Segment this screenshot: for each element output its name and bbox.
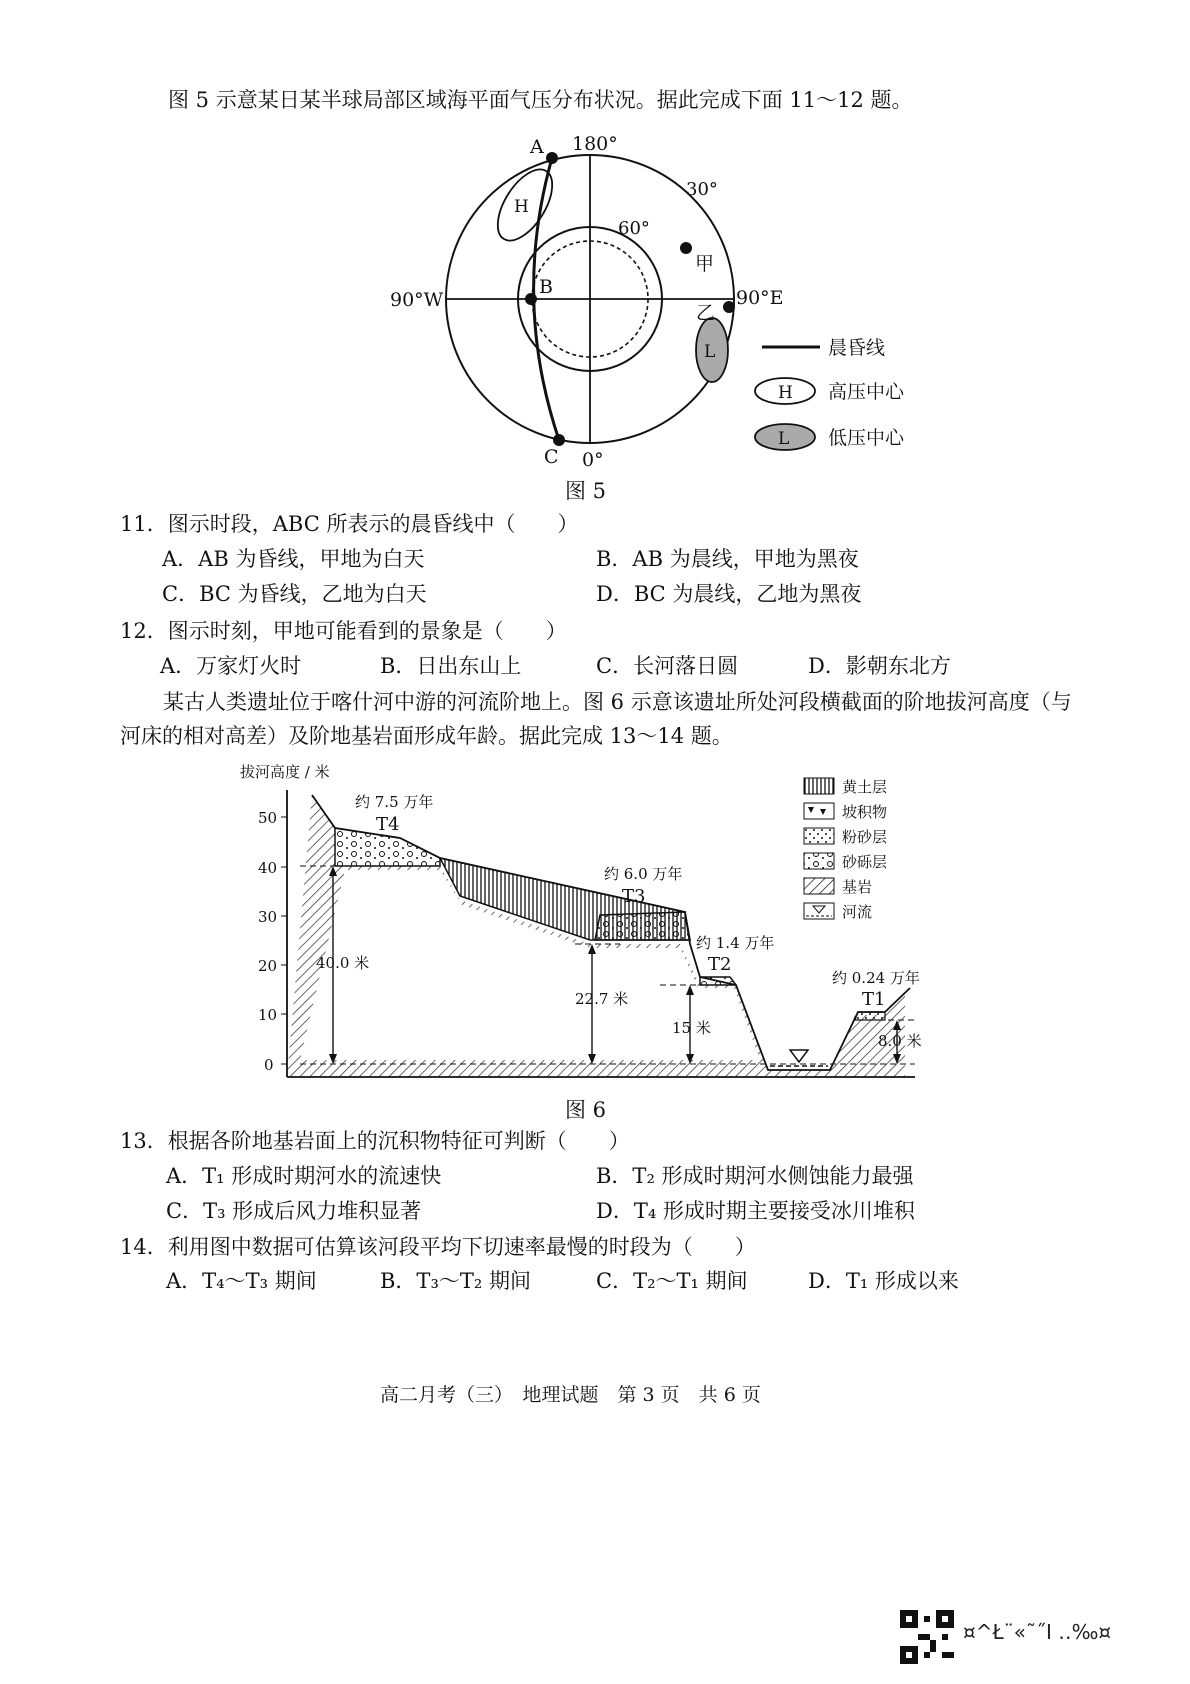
q13-option-c[interactable]: C．T₃ 形成后风力堆积显著 (166, 1199, 422, 1223)
intro-text-fig6-line1: 某古人类遗址位于喀什河中游的河流阶地上。图 6 示意该遗址所处河段横截面的阶地拔河高度（与 (163, 690, 1072, 714)
point-A (546, 152, 558, 164)
w90-label: 90°W (390, 289, 444, 311)
height-22-7: 22.7 米 (575, 990, 629, 1008)
height-15: 15 米 (672, 1019, 711, 1037)
figure-6-caption: 图 6 (565, 1098, 607, 1122)
deg30-label: 30° (686, 179, 718, 200)
figure-5-caption: 图 5 (565, 479, 607, 503)
q14-stem: 14．利用图中数据可估算该河段平均下切速率最慢的时段为（ ） (120, 1235, 756, 1259)
deg0-label: 0° (582, 449, 604, 471)
yi-label: 乙 (696, 302, 716, 324)
q14-option-d[interactable]: D．T₁ 形成以来 (808, 1269, 959, 1293)
L-label: L (704, 342, 716, 362)
C-label: C (544, 446, 559, 468)
q13-stem: 13．根据各阶地基岩面上的沉积物特征可判断（ ） (120, 1129, 630, 1153)
q14-option-a[interactable]: A．T₄～T₃ 期间 (166, 1269, 317, 1293)
point-C (553, 434, 565, 446)
svg-text:坡积物: 坡积物 (842, 803, 888, 821)
ytick-20: 20 (258, 957, 278, 975)
legend-high: 高压中心 (828, 381, 905, 403)
terrace-t2: T2 (708, 954, 732, 975)
q14-option-b[interactable]: B．T₃～T₂ 期间 (380, 1269, 531, 1293)
point-B (525, 293, 537, 305)
legend-high-symbol: H (778, 383, 793, 403)
y-axis-title: 拔河高度 / 米 (240, 763, 330, 781)
q12-option-d[interactable]: D．影朝东北方 (808, 654, 951, 678)
q11-stem: 11．图示时段，ABC 所表示的晨昏线中（ ） (120, 512, 579, 536)
q12-stem: 12．图示时刻，甲地可能看到的景象是（ ） (120, 619, 567, 643)
t3-deposit (595, 912, 690, 940)
point-jia (680, 242, 692, 254)
terrace-t4: T4 (376, 814, 400, 835)
e90-label: 90°E (736, 287, 784, 309)
page-footer: 高二月考（三） 地理试题 第 3 页 共 6 页 (380, 1384, 761, 1406)
height-8: 8.0 米 (878, 1032, 922, 1050)
ytick-30: 30 (258, 908, 278, 926)
B-label: B (539, 276, 553, 298)
ytick-50: 50 (258, 809, 278, 827)
q13-option-a[interactable]: A．T₁ 形成时期河水的流速快 (166, 1164, 442, 1188)
figure-6-diagram (230, 760, 930, 1090)
svg-text:基岩: 基岩 (842, 878, 873, 896)
q13-option-b[interactable]: B．T₂ 形成时期河水侧蚀能力最强 (596, 1164, 914, 1188)
deg60-label: 60° (618, 218, 650, 239)
H-label: H (514, 197, 529, 217)
legend-low: 低压中心 (828, 427, 905, 449)
height-40: 40.0 米 (316, 954, 370, 972)
q11-option-c[interactable]: C．BC 为昏线，乙地为白天 (162, 582, 427, 606)
q12-option-a[interactable]: A．万家灯火时 (160, 654, 302, 678)
legend-terminator: 晨昏线 (828, 337, 886, 359)
t1-deposit (855, 1012, 885, 1020)
age-t1: 约 0.24 万年 (832, 969, 920, 987)
qr-code-icon (900, 1610, 954, 1664)
ytick-40: 40 (258, 859, 278, 877)
intro-text-fig5: 图 5 示意某日某半球局部区域海平面气压分布状况。据此完成下面 11～12 题。 (168, 88, 913, 112)
terrace-t3: T3 (622, 886, 646, 907)
ytick-10: 10 (258, 1006, 278, 1024)
intro-text-fig6-line2: 河床的相对高差）及阶地基岩面形成年龄。据此完成 13～14 题。 (120, 724, 733, 748)
legend-low-symbol: L (778, 429, 790, 449)
figure-6-legend (804, 778, 887, 921)
terrace-t1: T1 (862, 989, 886, 1010)
deg180-label: 180° (572, 133, 618, 155)
age-t4: 约 7.5 万年 (355, 793, 434, 811)
age-t2: 约 1.4 万年 (696, 934, 775, 952)
q12-option-c[interactable]: C．长河落日圆 (596, 654, 739, 678)
svg-text:砂砾层: 砂砾层 (842, 853, 888, 871)
A-label: A (530, 136, 544, 158)
q14-option-c[interactable]: C．T₂～T₁ 期间 (596, 1269, 748, 1293)
figure-5-diagram (380, 128, 940, 498)
q12-option-b[interactable]: B．日出东山上 (380, 654, 522, 678)
svg-text:黄土层: 黄土层 (842, 778, 888, 796)
q11-option-d[interactable]: D．BC 为晨线，乙地为黑夜 (596, 582, 862, 606)
ytick-0: 0 (264, 1056, 274, 1074)
y-ticks (258, 809, 287, 1074)
svg-text:河流: 河流 (842, 903, 873, 921)
watermark-text: ¤^Ł¨«˜˝Ι ‥‰¤ (963, 1620, 1112, 1644)
point-yi (723, 301, 735, 313)
svg-text:粉砂层: 粉砂层 (842, 828, 888, 846)
river-symbol (790, 1050, 808, 1062)
age-t3: 约 6.0 万年 (604, 865, 683, 883)
q11-option-b[interactable]: B．AB 为晨线，甲地为黑夜 (596, 547, 859, 571)
q11-option-a[interactable]: A．AB 为昏线，甲地为白天 (162, 547, 425, 571)
jia-label: 甲 (695, 253, 715, 275)
q13-option-d[interactable]: D．T₄ 形成时期主要接受冰川堆积 (596, 1199, 915, 1223)
